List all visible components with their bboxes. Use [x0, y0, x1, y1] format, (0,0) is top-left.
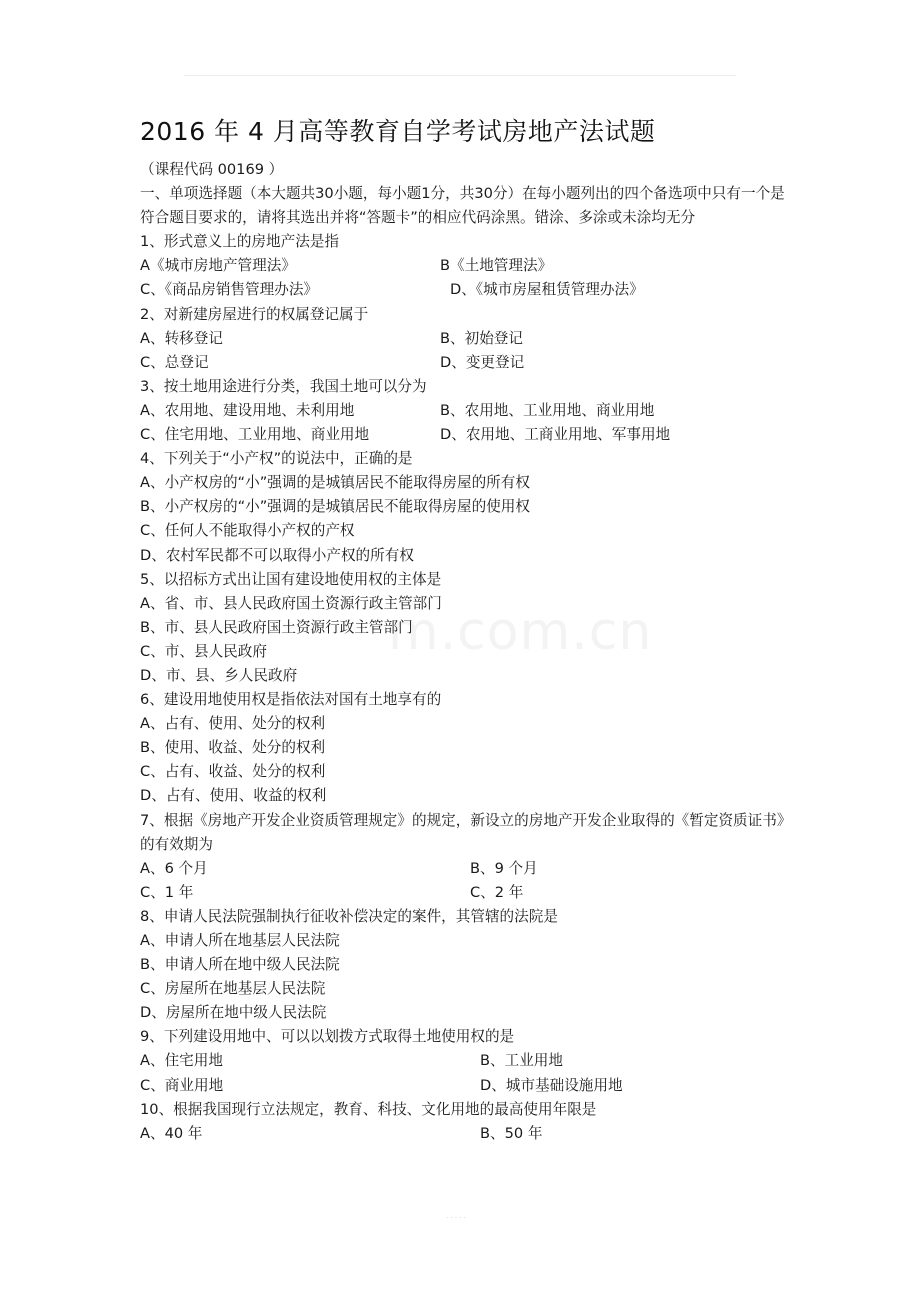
- question-4-option-a: A、小产权房的“小”强调的是城镇居民不能取得房屋的所有权: [140, 474, 530, 492]
- question-7-option-d: C、2 年: [470, 883, 524, 901]
- question-4-stem: 4、下列关于“小产权”的说法中，正确的是: [140, 450, 413, 468]
- question-2-option-a: A、转移登记: [140, 329, 223, 347]
- question-1-option-a: A《城市房地产管理法》: [140, 257, 296, 275]
- question-8-option-a: A、申请人所在地基层人民法院: [140, 932, 340, 949]
- question-3-option-c: C、住宅用地、工业用地、商业用地: [140, 426, 370, 444]
- question-2-option-d: D、变更登记: [440, 353, 525, 371]
- question-7-options-ab: [140, 857, 788, 881]
- question-4-option-c: C、任何人不能取得小产权的产权: [140, 522, 355, 540]
- question-3-options-ab: [140, 399, 788, 423]
- question-1-option-c: C、《商品房销售管理办法》: [140, 281, 319, 299]
- course-code: （课程代码 00169 ）: [140, 161, 284, 178]
- question-1-options-cd: [140, 278, 788, 302]
- question-2-option-b: B、初始登记: [440, 329, 523, 347]
- question-8-option-b: B、申请人所在地中级人民法院: [140, 956, 340, 974]
- question-2-option-c: C、总登记: [140, 353, 209, 371]
- question-10-stem: 10、根据我国现行立法规定，教育、科技、文化用地的最高使用年限是: [140, 1100, 597, 1118]
- question-2-stem: 2、对新建房屋进行的权属登记属于: [140, 305, 369, 323]
- question-9-options-cd: [140, 1074, 788, 1098]
- question-6-option-a: A、占有、使用、处分的权利: [140, 715, 326, 733]
- question-3-option-d: D、农用地、工商业用地、军事用地: [440, 426, 671, 444]
- question-9-stem: 9、下列建设用地中、可以以划拨方式取得土地使用权的是: [140, 1028, 515, 1046]
- question-7-options-cd: [140, 881, 788, 905]
- page-title: 2016 年 4 月高等教育自学考试房地产法试题: [140, 117, 656, 146]
- question-9-option-b: B、工业用地: [480, 1052, 563, 1070]
- question-7-option-a: A、6 个月: [140, 859, 208, 877]
- question-2-options-cd: [140, 351, 788, 375]
- question-7-option-c: C、1 年: [140, 883, 194, 901]
- question-10-option-a: A、40 年: [140, 1124, 203, 1142]
- question-6-option-d: D、占有、使用、收益的权利: [140, 787, 327, 805]
- question-1-option-b: B《土地管理法》: [440, 257, 553, 275]
- question-3-option-b: B、农用地、工业用地、商业用地: [440, 401, 655, 419]
- question-7-stem: 7、根据《房地产开发企业资质管理规定》的规定，新设立的房地产开发企业取得的《暂定资质证书》的有效期为: [140, 811, 785, 853]
- question-4-option-b: B、小产权房的“小”强调的是城镇居民不能取得房屋的使用权: [140, 498, 530, 516]
- watermark: m.com.cn: [388, 602, 653, 662]
- question-10-option-b: B、50 年: [480, 1124, 543, 1142]
- question-8-option-c: C、房屋所在地基层人民法院: [140, 980, 326, 998]
- question-7-option-b: B、9 个月: [470, 859, 538, 877]
- question-6-option-c: C、占有、收益、处分的权利: [140, 763, 326, 781]
- question-3-option-a: A、农用地、建设用地、未利用地: [140, 401, 355, 419]
- question-6-stem: 6、建设用地使用权是指依法对国有土地享有的: [140, 691, 442, 709]
- question-1-option-d: D、《城市房屋租赁管理办法》: [450, 281, 644, 299]
- question-2-options-ab: [140, 327, 788, 351]
- question-5-option-c: C、市、县人民政府: [140, 642, 267, 660]
- section-intro: 一、单项选择题（本大题共30小题，每小题1分，共30分）在每小题列出的四个备选项中只有一个是符合题目要求的，请将其选出并将“答题卡”的相应代码涂黑。错涂、多涂或未涂均无分: [140, 185, 785, 227]
- question-10-options-ab: [140, 1122, 788, 1146]
- question-5-option-d: D、市、县、乡人民政府: [140, 666, 298, 684]
- question-3-stem: 3、按土地用途进行分类，我国土地可以分为: [140, 377, 427, 395]
- header-rule: [184, 75, 736, 76]
- question-9-options-ab: [140, 1049, 788, 1073]
- question-1-options-ab: [140, 254, 788, 278]
- question-8-option-d: D、房屋所在地中级人民法院: [140, 1004, 327, 1022]
- question-4-option-d: D、农村军民都不可以取得小产权的所有权: [140, 546, 414, 564]
- question-3-options-cd: [140, 423, 788, 447]
- question-1-stem: 1、形式意义上的房地产法是指: [140, 233, 340, 251]
- question-8-stem: 8、申请人民法院强制执行征收补偿决定的案件，其管辖的法院是: [140, 907, 558, 925]
- question-9-option-c: C、商业用地: [140, 1076, 224, 1094]
- footer-mark: · · · · ·: [446, 1214, 467, 1222]
- question-5-option-b: B、市、县人民政府国土资源行政主管部门: [140, 618, 413, 636]
- question-5-stem: 5、以招标方式出让国有建设地使用权的主体是: [140, 570, 442, 588]
- question-6-option-b: B、使用、收益、处分的权利: [140, 739, 326, 757]
- question-9-option-d: D、城市基础设施用地: [480, 1076, 623, 1094]
- question-9-option-a: A、住宅用地: [140, 1052, 223, 1070]
- question-5-option-a: A、省、市、县人民政府国土资源行政主管部门: [140, 594, 442, 612]
